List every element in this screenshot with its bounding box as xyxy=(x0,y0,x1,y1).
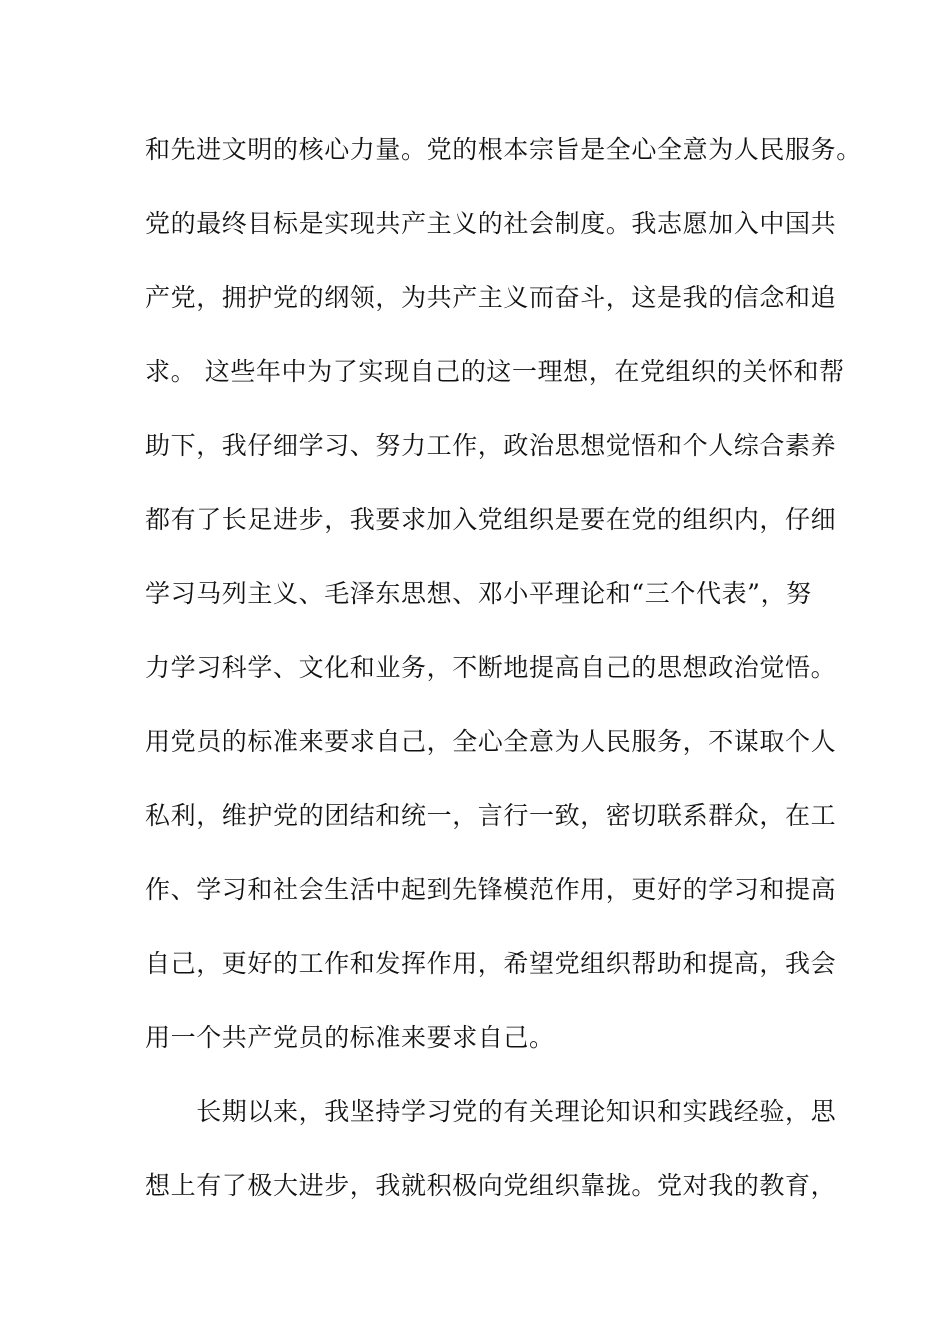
text-line: 助下，我仔细学习、努力工作，政治思想觉悟和个人综合素养 xyxy=(145,431,837,460)
text-line: 作、学习和社会生活中起到先锋模范作用，更好的学习和提高 xyxy=(145,875,837,904)
text-line: 长期以来，我坚持学习党的有关理论知识和实践经验，思 xyxy=(145,1097,837,1126)
text-line: 力学习科学、文化和业务，不断地提高自己的思想政治觉悟。 xyxy=(145,653,837,682)
body-text xyxy=(145,128,862,1238)
text-line: 和先进文明的核心力量。党的根本宗旨是全心全意为人民服务。 xyxy=(145,135,862,164)
text-line: 学习马列主义、毛泽东思想、邓小平理论和“三个代表”，努 xyxy=(145,579,812,608)
text-line: 私利，维护党的团结和统一，言行一致，密切联系群众，在工 xyxy=(145,801,837,830)
text-line: 用党员的标准来要求自己，全心全意为人民服务，不谋取个人 xyxy=(145,727,837,756)
text-line: 求。 这些年中为了实现自己的这一理想，在党组织的关怀和帮 xyxy=(145,357,845,386)
text-line: 自己，更好的工作和发挥作用，希望党组织帮助和提高，我会 xyxy=(145,949,837,978)
text-line: 党的最终目标是实现共产主义的社会制度。我志愿加入中国共 xyxy=(145,209,837,238)
text-line: 都有了长足进步，我要求加入党组织是要在党的组织内，仔细 xyxy=(145,505,837,534)
text-line: 想上有了极大进步，我就积极向党组织靠拢。党对我的教育， xyxy=(145,1171,837,1200)
text-line: 产党，拥护党的纲领，为共产主义而奋斗，这是我的信念和追 xyxy=(145,283,837,312)
text-line: 用一个共产党员的标准来要求自己。 xyxy=(145,1023,555,1052)
